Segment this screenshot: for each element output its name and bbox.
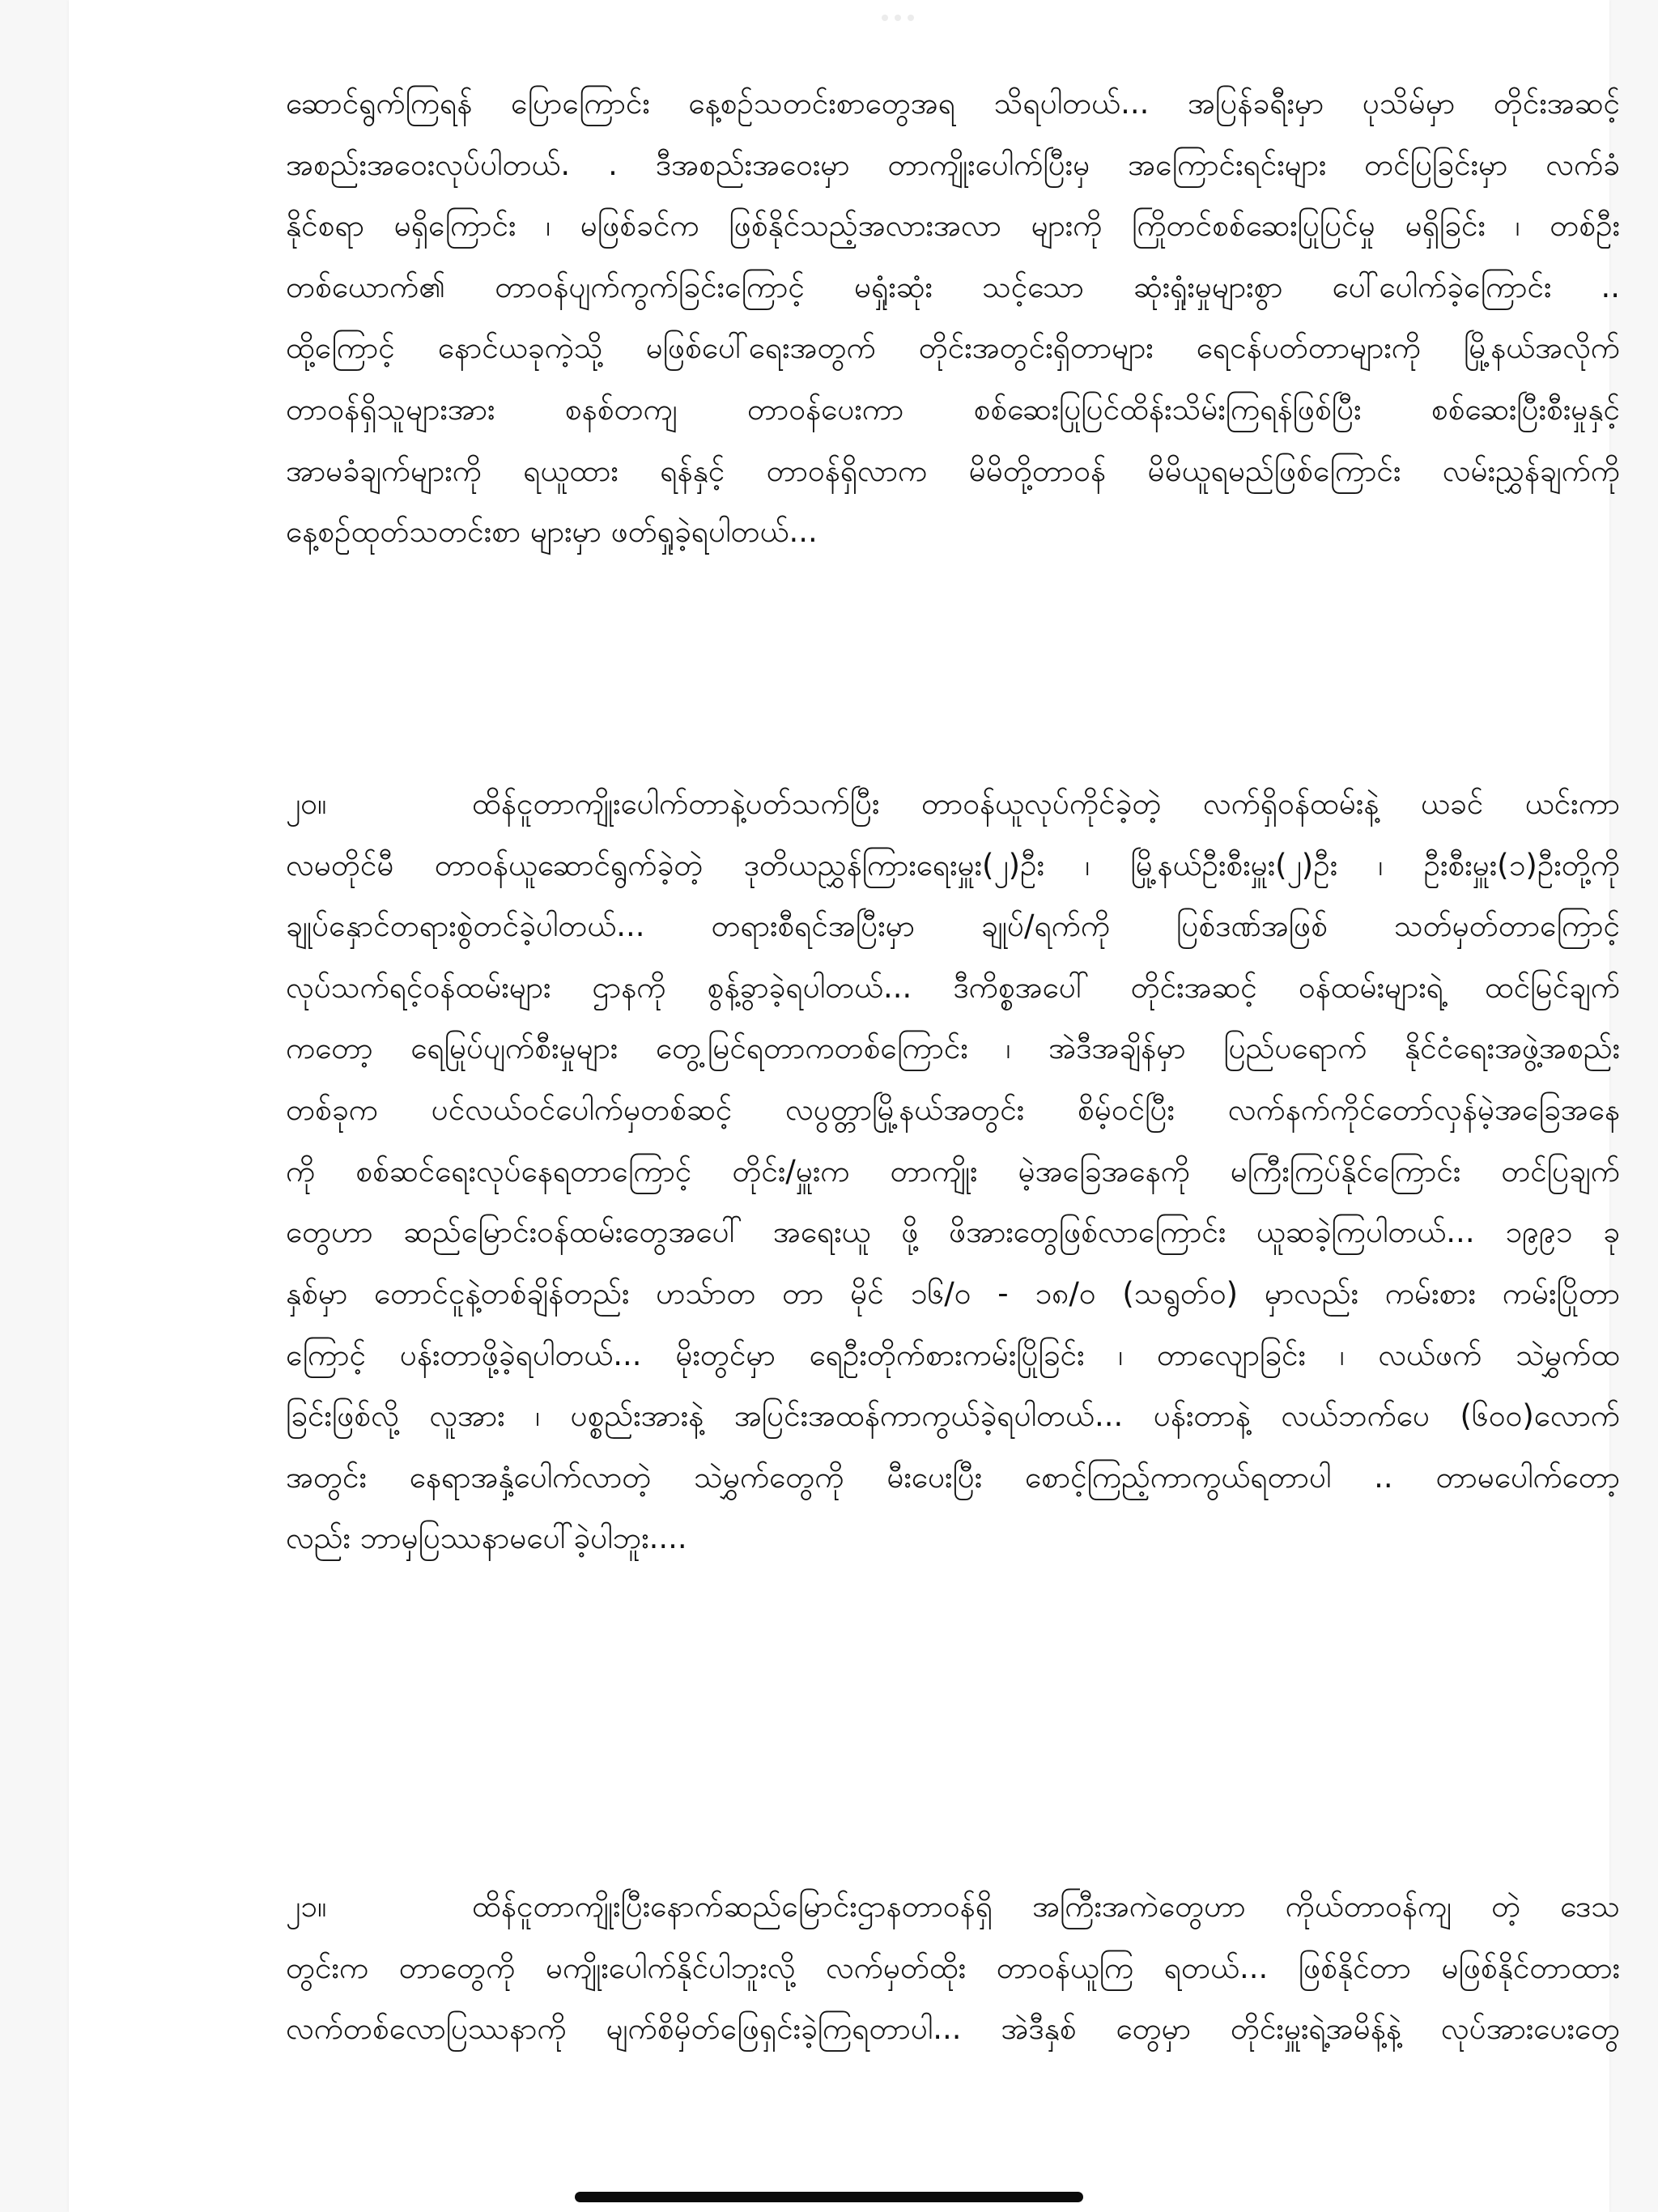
text-line: လည်း ဘာမှပြဿနာမပေါ်ခဲ့ပါဘူး.... [286,1521,687,1556]
text-line: ထို့ကြောင့် နောင်ယခုကဲ့သို့ မဖြစ်ပေါ်ရေးအတွက် တိုင်းအတွင်းရှိတာများ ရေငန်ပတ်တာများကို မြို့နယ်အလိုက် [286,330,1620,366]
text-line: ခြင်းဖြစ်လို့ လူအား ၊ ပစ္စည်းအားနဲ့ အပြင်းအထန်ကာကွယ်ခဲ့ရပါတယ်... ပန်းတာနဲ့ လယ်ဘက်ပေ (၆၀၀)လောက် [286,1398,1620,1434]
text-line: အာမခံချက်များကို ရယူထား ရန်နှင့် တာဝန်ရှိလာက မိမိတို့တာဝန် မိမိယူရမည်ဖြစ်ကြောင်း လမ်းညွှန်ချက်ကို [286,453,1620,488]
text-line: ထိန်ငူတာကျိုးပေါက်တာနဲ့ပတ်သက်ပြီး တာဝန်ယူလုပ်ကိုင်ခဲ့တဲ့ လက်ရှိဝန်ထမ်းနဲ့ ယခင် ယင်းကာ [472,786,1620,821]
text-line: အစည်းအဝေးလုပ်ပါတယ်. . ဒီအစည်းအဝေးမှာ တာကျိုးပေါက်ပြီးမှ အကြောင်းရင်းများ တင်ပြခြင်းမှာ လက်ခံ [286,147,1620,182]
paragraph-number: ၂၀။ [286,786,327,821]
text-line: ဆောင်ရွက်ကြရန် ပြောကြောင်း နေ့စဉ်သတင်းစာတွေအရ သိရပါတယ်... အပြန်ခရီးမှာ ပုသိမ်မှာ တိုင်းအဆင့် [286,86,1620,121]
text-line: ထိန်ငူတာကျိုးပြီးနောက်ဆည်မြောင်းဌာနတာဝန်ရှိ အကြီးအကဲတွေဟာ ကိုယ်တာဝန်ကျ တဲ့ ဒေသ [472,1889,1620,1924]
text-line: တစ်ခုက ပင်လယ်ဝင်ပေါက်မှတစ်ဆင့် လပွတ္တာမြို့နယ်အတွင်း စိမ့်ဝင်ပြီး လက်နက်ကိုင်တော်လှန်မဲ့အခြေအနေ [286,1092,1620,1128]
text-line: ကတော့ ရေမြုပ်ပျက်စီးမှုများ တွေ့မြင်ရတာကတစ်ကြောင်း ၊ အဲဒီအချိန်မှာ ပြည်ပရောက် နိုင်ငံရေးအဖွဲ့အစည်း [286,1031,1620,1066]
text-line: လုပ်သက်ရင့်ဝန်ထမ်းများ ဌာနကို စွန့်ခွာခဲ့ရပါတယ်... ဒီကိစ္စအပေါ် တိုင်းအဆင့် ဝန်ထမ်းများရဲ့ ထင်မြင်ချက် [286,969,1620,1005]
text-line: တာဝန်ရှိသူများအား စနစ်တကျ တာဝန်ပေးကာ စစ်ဆေးပြုပြင်ထိန်းသိမ်းကြရန်ဖြစ်ပြီး စစ်ဆေးပြီးစီးမှုနှင့် [286,392,1620,428]
text-line: အတွင်း နေရာအနှံ့ပေါက်လာတဲ့ သဲမွှက်တွေကို မီးပေးပြီး စောင့်ကြည့်ကာကွယ်ရတာပါ .. တာမပေါက်တော့ [286,1459,1620,1495]
text-line: ကို စစ်ဆင်ရေးလုပ်နေရတာကြောင့် တိုင်း/မှူးက တာကျိုး မဲ့အခြေအနေကို မကြီးကြပ်နိုင်ကြောင်း တင်ပြချက် [286,1153,1620,1189]
text-line: တွင်းက တာတွေကို မကျိုးပေါက်နိုင်ပါဘူးလို့ လက်မှတ်ထိုး တာဝန်ယူကြ ရတယ်... ဖြစ်နိုင်တာ မဖြစ်နိုင်တာထား [286,1950,1620,1985]
grabber-dot [895,15,901,21]
text-line: ချုပ်နှောင်တရားစွဲတင်ခဲ့ပါတယ်... တရားစီရင်အပြီးမှာ ချုပ်/ရက်ကို ပြစ်ဒဏ်အဖြစ် သတ်မှတ်တာကြောင့် [286,908,1620,944]
text-line: နေ့စဉ်ထုတ်သတင်းစာ များမှာ ဖတ်ရှုခဲ့ရပါတယ်... [286,514,818,550]
text-line: လမတိုင်မီ တာဝန်ယူဆောင်ရွက်ခဲ့တဲ့ ဒုတိယညွှန်ကြားရေးမှူး(၂)ဦး ၊ မြို့နယ်ဦးစီးမှူး(၂)ဦး ၊ ဦးစီးမှူး(၁)ဦးတို့ကို [286,847,1620,883]
home-indicator[interactable] [575,2192,1083,2202]
text-line: တွေဟာ ဆည်မြောင်းဝန်ထမ်းတွေအပေါ် အရေးယူ ဖို့ ဖိအားတွေဖြစ်လာကြောင်း ယူဆခဲ့ကြပါတယ်... ၁၉၉၁ ခု [286,1214,1620,1250]
text-line: နိုင်စရာ မရှိကြောင်း ၊ မဖြစ်ခင်က ဖြစ်နိုင်သည့်အလားအလာ များကို ကြိုတင်စစ်ဆေးပြုပြင်မှု မရှိခြင်း ၊ တစ်ဦး [286,208,1620,244]
text-line: နှစ်မှာ တောင်ငူနဲ့တစ်ချိန်တည်း ဟသ်ာတ တာ မိုင် ၁၆/၀ - ၁၈/၀ (သရွတ်ဝ) မှာလည်း ကမ်းစား ကမ်းပြိုတာ [286,1275,1620,1311]
document-page [69,0,1620,2212]
text-line: တစ်ယောက်၏ တာဝန်ပျက်ကွက်ခြင်းကြောင့် မရှုံးဆုံး သင့်သော ဆုံးရှုံးမှုများစွာ ပေါ်ပေါက်ခဲ့ကြောင်း .. [286,269,1620,304]
grabber-dot [882,15,888,21]
text-line: ကြောင့် ပန်းတာဖို့ခဲ့ရပါတယ်... မိုးတွင်မှာ ရေဦးတိုက်စားကမ်းပြိုခြင်း ၊ တာလျောခြင်း ၊ လယ်ဖက် သဲမွှက်ထ [286,1337,1620,1372]
paragraph-number: ၂၁။ [286,1889,327,1924]
top-grabber[interactable] [882,15,914,21]
grabber-dot [908,15,914,21]
text-line: လက်တစ်လောပြဿနာကို မျက်စိမှိတ်ဖြေရှင်းခဲ့ကြရတာပါ... အဲဒီနှစ် တွေမှာ တိုင်းမှူးရဲ့အမိန့်နဲ့ လုပ်အားပေးတွေ [286,2011,1620,2047]
